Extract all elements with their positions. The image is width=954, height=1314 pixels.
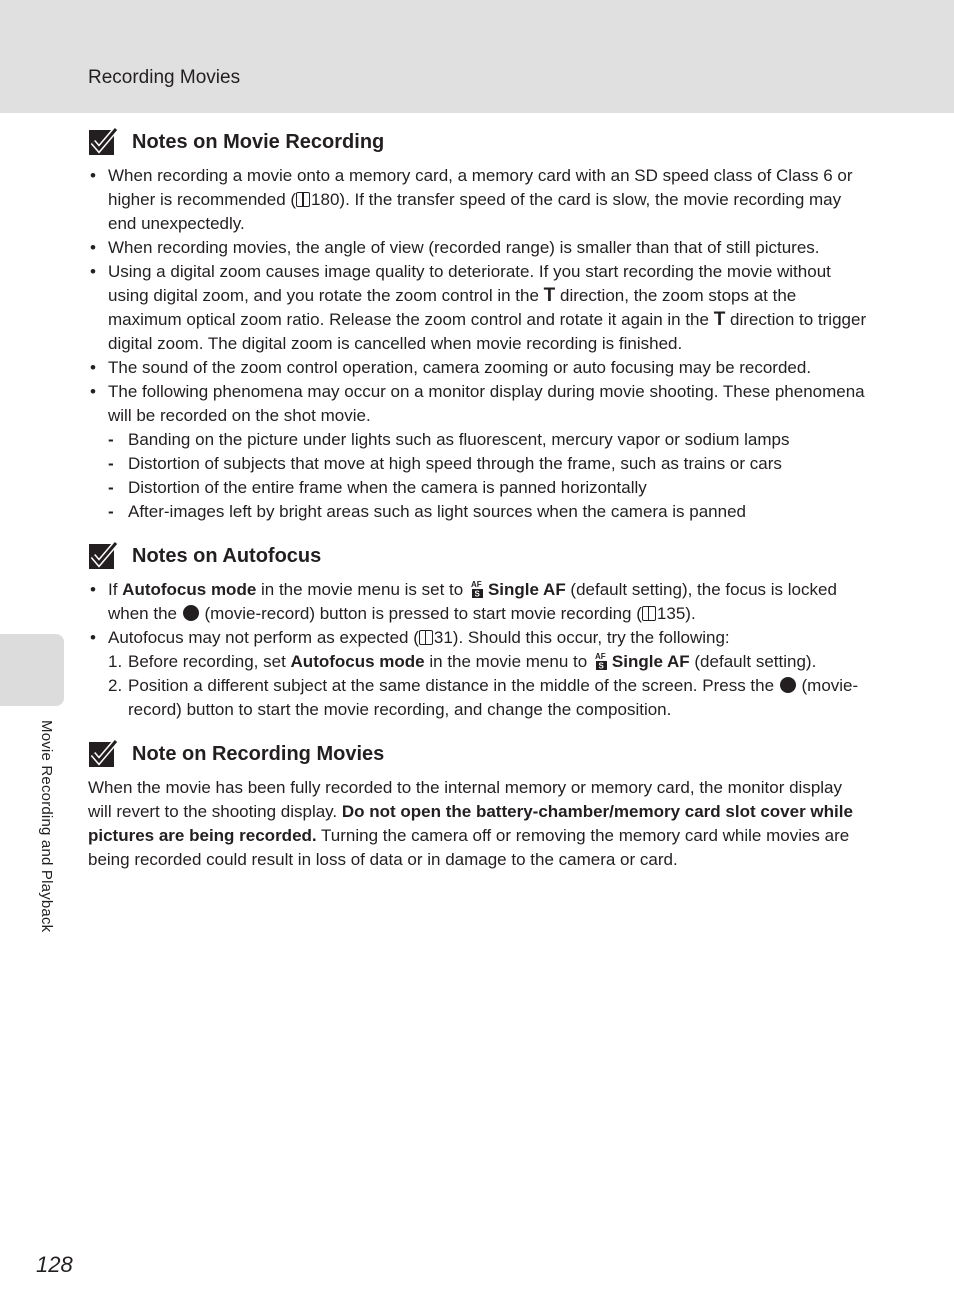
- svg-text:AF: AF: [594, 652, 606, 661]
- svg-text:S: S: [598, 661, 604, 670]
- bullet-item: • The following phenomena may occur on a monitor display during movie shooting. These phenomena will be recorded on the shot movie. - Banding on the picture under lights such as fluorescent, mercury vapor or sodium lamps - Distortion of subjects that move at high speed through the frame, such as trains or cars - Distortion of the entire frame when the camera is panned horizontally - After-images left by bright areas such as light sources when the camera is panned: [88, 380, 868, 524]
- book-reference-icon: [419, 630, 433, 645]
- dash-item: - Banding on the picture under lights such as fluorescent, mercury vapor or sodium lamps: [108, 428, 868, 452]
- step-item: 2. Position a different subject at the same distance in the middle of the screen. Press the (movie-record) button to start the movie recording, and change the composition.: [108, 676, 859, 719]
- note-paragraph: When the movie has been fully recorded to the internal memory or memory card, the monitor display will revert to the shooting display. Do not open the battery-chamber/memory card slot cover while pictures are being recorded. Turning the camera off or removing the memory card while movies are being recorded could result in loss of data or in damage to the camera or card.: [88, 778, 853, 869]
- dash-item: - Distortion of the entire frame when the camera is panned horizontally: [108, 476, 868, 500]
- tele-zoom-icon: T: [713, 309, 726, 330]
- note-title: Notes on Autofocus: [132, 544, 322, 567]
- note-movie-recording: [88, 124, 868, 524]
- header-band: [0, 0, 954, 113]
- numbered-steps: [108, 650, 868, 722]
- bullet-item: • If Autofocus mode in the movie menu is set to AF S Single AF (default setting), the focus is locked when the (movie-record) button is pressed to start movie recording ( 135).: [88, 578, 868, 626]
- bullet-item: • Using a digital zoom causes image quality to deteriorate. If you start recording the movie without using digital zoom, and you rotate the zoom control in the T direction, the zoom stops at the maximum optical zoom ratio. Release the zoom control and rotate it again in the T direction to trigger digital zoom. The digital zoom is cancelled when movie recording is finished.: [88, 260, 868, 356]
- note-heading: [88, 538, 868, 574]
- movie-record-button-icon: [780, 677, 796, 693]
- bullet-item: • When recording movies, the angle of view (recorded range) is smaller than that of still pictures.: [88, 236, 868, 260]
- movie-record-button-icon: [183, 605, 199, 621]
- note-title: Notes on Movie Recording: [132, 130, 385, 153]
- checkmark-box-icon: [88, 739, 118, 769]
- single-af-icon: [594, 652, 610, 670]
- chapter-side-tab: [0, 634, 64, 706]
- note-autofocus: [88, 538, 868, 722]
- svg-text:S: S: [474, 589, 480, 598]
- note-recording-movies: [88, 736, 868, 872]
- bullet-item: • When recording a movie onto a memory card, a memory card with an SD speed class of Class 6 or higher is recommended ( 180). If the transfer speed of the card is slow, the movie recording may end unexpectedly.: [88, 164, 868, 236]
- chapter-side-label: Movie Recording and Playback: [38, 720, 55, 933]
- note-heading: [88, 124, 868, 160]
- page-header-title: Recording Movies: [88, 67, 241, 88]
- dash-item: - After-images left by bright areas such as light sources when the camera is panned: [108, 500, 868, 524]
- bullet-list: [88, 164, 868, 524]
- step-item: 1. Before recording, set Autofocus mode in the movie menu to AF S Single AF (default setting).: [108, 652, 817, 671]
- dash-item: - Distortion of subjects that move at high speed through the frame, such as trains or cars: [108, 452, 868, 476]
- svg-text:AF: AF: [470, 580, 482, 589]
- book-reference-icon: [296, 192, 310, 207]
- bullet-item: • The sound of the zoom control operation, camera zooming or auto focusing may be recorded.: [88, 356, 868, 380]
- checkmark-box-icon: [88, 541, 118, 571]
- note-heading: [88, 736, 868, 772]
- bullet-item: • Autofocus may not perform as expected ( 31). Should this occur, try the following: 1. Before recording, set Autofocus mode in the movie menu to AF S Single AF (default setting). 2. Position a different subject at the same distance in the middle of the screen. Press the (movie-record) button to start the movie recording, and change the composition.: [88, 626, 868, 722]
- book-reference-icon: [642, 606, 656, 621]
- bullet-list: [88, 578, 868, 722]
- note-title: Note on Recording Movies: [132, 742, 385, 765]
- page-content: [88, 120, 868, 882]
- checkmark-box-icon: [88, 127, 118, 157]
- dash-list: [108, 428, 868, 524]
- page-number: 128: [36, 1252, 73, 1277]
- tele-zoom-icon: T: [543, 285, 556, 306]
- single-af-icon: [470, 580, 486, 598]
